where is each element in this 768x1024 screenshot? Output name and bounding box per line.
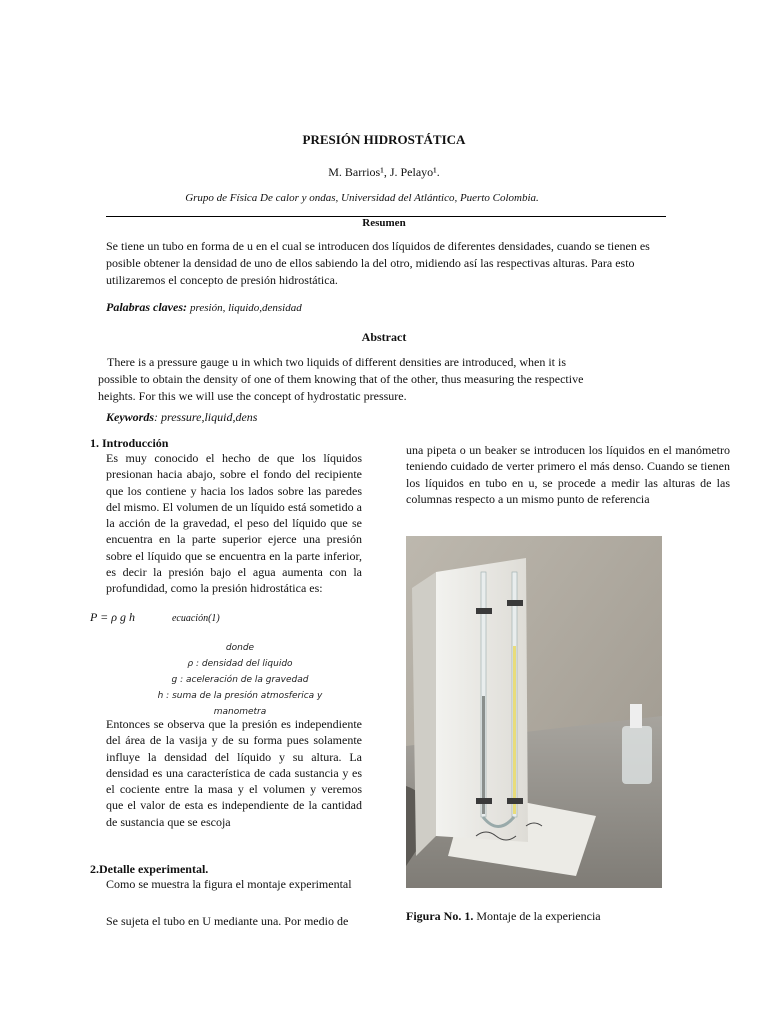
figure-caption <box>406 909 601 924</box>
intro-text: Es muy conocido el hecho de que los líquidos presionan hacia abajo, sobre el fondo del recipiente que los contiene y hacia los lados sobre las paredes del mismo. El volumen de un líquido está sometido a la acción de la gravedad, el peso del líquido que se encuentra en la parte superior ejerce una presión sobre el líquido que se encuentra en la parte inferior, es decir la presión bajo el agua aumenta con la profundidad, como la presión hidrostática es: <box>106 451 362 596</box>
intro-text-2: Entonces se observa que la presión es independiente del área de la vasija y de su forma pues solamente influye la densidad del líquido y su altura. La densidad es una característica de cada sustancia y es el cociente entre la masa y el volumen y veremos que el valor de esta es independiente de la cantidad de sustancia que se escoja <box>106 717 362 829</box>
affiliation: Grupo de Física De calor y ondas, Universidad del Atlántico, Puerto Colombia. <box>185 192 539 204</box>
where-line: g : aceleración de la gravedad <box>171 675 309 685</box>
where-line: ρ : densidad del liquido <box>187 659 293 669</box>
resumen-text: Se tiene un tubo en forma de u en el cual se introducen dos líquidos de diferentes densidades, cuando se tienen es posible obtener la densidad de uno de ellos sabiendo la del otro, midiendo así las respectivas alturas. Para esto utilizaremos el concepto de presión hidrostática. <box>106 239 650 287</box>
equation <box>90 610 220 625</box>
abstract-line: There is a pressure gauge u in which two liquids of different densities are introduced, when it is <box>107 355 566 369</box>
paper-title: PRESIÓN HIDROSTÁTICA <box>302 132 466 147</box>
figure-photo <box>406 536 662 888</box>
column2-text: una pipeta o un beaker se introducen los líquidos en el manómetro teniendo cuidado de verter primero el más denso. Cuando se tienen los líquidos en tubo en u, se procede a medir las alturas de las columnas respecto a un mismo punto de referencia <box>406 443 730 506</box>
keywords-value: : pressure,liquid,dens <box>154 410 258 424</box>
abstract-line: heights. For this we will use the concept of hydrostatic pressure. <box>98 389 407 403</box>
authors: M. Barrios¹, J. Pelayo¹. <box>328 165 440 179</box>
keywords <box>106 410 257 425</box>
where-line: donde <box>225 643 255 653</box>
experimental-text-2: Se sujeta el tubo en U mediante una. Por medio de <box>106 914 349 928</box>
figure-caption-text: Montaje de la experiencia <box>473 909 601 923</box>
equation-label: ecuación(1) <box>171 613 220 624</box>
where-line: h : suma de la presión atmosferica y manometra <box>157 691 323 717</box>
palabras-claves <box>106 300 302 315</box>
abstract-line: possible to obtain the density of one of them knowing that of the other, thus measuring the respective <box>98 372 584 386</box>
intro-heading: 1. Introducción <box>90 436 169 450</box>
keywords-label: Keywords <box>106 410 154 424</box>
figure-caption-label: Figura No. 1. <box>406 909 474 923</box>
experimental-text-1: Como se muestra la figura el montaje experimental <box>106 877 352 891</box>
equation-formula: P = ρ g h <box>90 610 135 624</box>
abstract-heading: Abstract <box>361 330 407 344</box>
abstract-text <box>98 354 638 405</box>
resumen-heading: Resumen <box>362 217 406 229</box>
experimental-heading: 2.Detalle experimental. <box>90 862 209 876</box>
palabras-label: Palabras claves: <box>106 300 187 314</box>
palabras-value: presión, liquido,densidad <box>189 302 302 314</box>
equation-where <box>140 640 340 720</box>
